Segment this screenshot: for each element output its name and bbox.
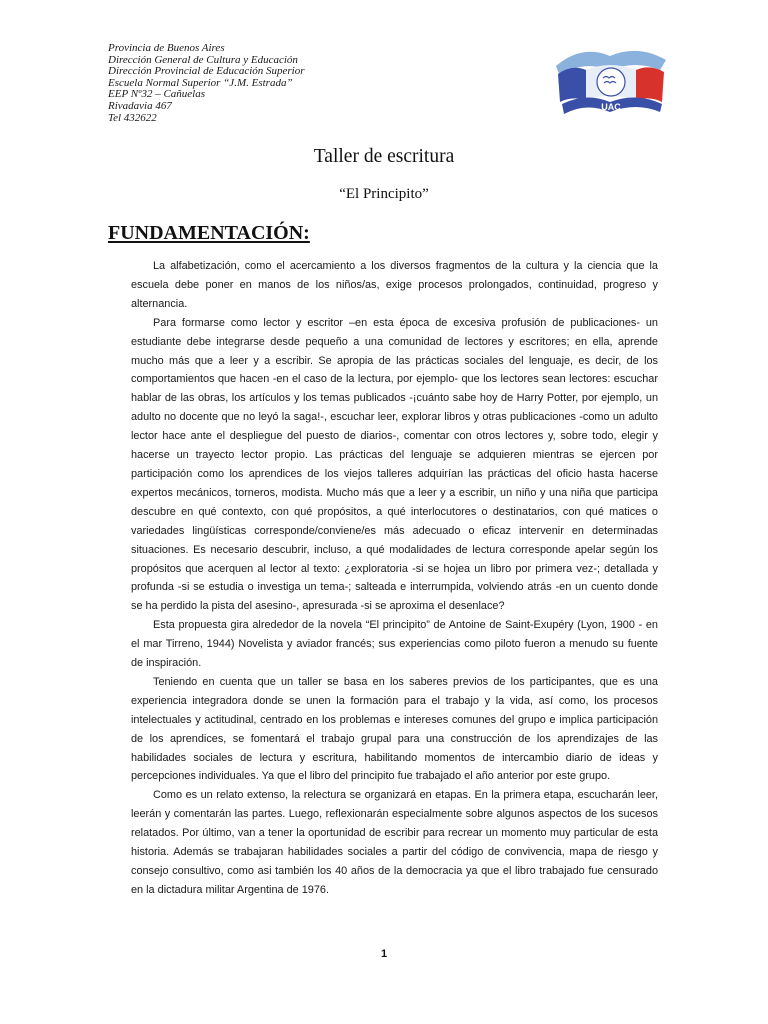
paragraph: La alfabetización, como el acercamiento a los diversos fragmentos de la cultura y la ciencia que la escuela debe poner en manos de los niños/as, exige procesos prolongados, continuidad, progreso y alternancia. [131, 260, 658, 310]
letterhead-line: Rivadavia 467 [108, 99, 172, 112]
paragraph: Para formarse como lector y escritor –en esta época de excesiva profusión de publicaciones- un estudiante debe integrarse desde pequeño a una comunidad de lectores y escritores; en ella, aprende mucho más que a leer y a escribir. Se apropia de las prácticas sociales del lenguaje, es decir, de los comportamientos que hacen -en el caso de la lectura, por ejemplo- que los lectores sean lectores: escuchar hablar de las obras, los artículos y los temas publicados -¡cuánto sabe hoy de Harry Potter, por ejemplo, un adulto no docente que no leyó la saga!-, escuchar leer, explorar libros y otras publicaciones -como un adulto lector hace ante el despliegue del puesto de diarios-, comentar con otros lectores y, sobre todo, elegir y hacerse un trayecto lector propio. Las prácticas del lenguaje se adquieren mientras se ejercen por participación como los aprendices de los viejos talleres adquirían las prácticas del oficio hasta hacerse expertos mecánicos, torneros, modista. Mucho más que a leer y a escribir, un niño y una niña que participa descubre en qué contexto, con qué propósitos, a qué interlocutores o destinatarios, con qué matices o variedades lingüísticas corresponde/conviene/es más adecuado o eficaz intervenir en determinadas situaciones. Es necesario descubrir, incluso, a qué modalidades de lectura corresponde apelar según los propósitos que acerquen al lector al texto: ¿exploratoria -si se hojea un libro por primera vez-; detallada y profunda -si se estudia o investiga un tema-; salteada e interrumpida, volviendo atrás -en un cuento donde se ha perdido la pista del asesino-, apresurada -si se aproxima el desenlace? [131, 316, 658, 613]
letterhead-line: Escuela Normal Superior “J.M. Estrada” [108, 76, 293, 89]
logo-text: UAC [601, 102, 621, 112]
school-logo [552, 30, 670, 120]
logo-flag-left [558, 68, 586, 102]
document-subtitle: “El Principito” [339, 186, 429, 202]
letterhead-line: Dirección Provincial de Educación Superior [108, 65, 305, 78]
letterhead-line: EEP Nº32 – Cañuelas [108, 88, 206, 101]
document-title: Taller de escritura [313, 146, 455, 167]
paragraph: Esta propuesta gira alrededor de la novela “El principito” de Antoine de Saint-Exupéry (Lyon, 1900 - en el mar Tirreno, 1944) Novelista y aviador francés; sus experiencias como piloto fueron a menudo su fuente de inspiración. [131, 619, 658, 670]
section-heading: FUNDAMENTACIÓN: [108, 222, 310, 244]
letterhead-line: Dirección General de Cultura y Educación [108, 53, 298, 66]
letterhead [108, 43, 528, 124]
logo-flag-right [636, 67, 664, 102]
letterhead-line: Tel 432622 [108, 111, 157, 124]
body-text [131, 257, 658, 900]
paragraph: Como es un relato extenso, la relectura se organizará en etapas. En la primera etapa, escucharán leer, leerán y comentarán las partes. Luego, reflexionarán especialmente sobre algunos aspectos de los sucesos relatados. Por último, van a tener la oportunidad de escribir para recrear un momento muy particular de esta historia. Además se trabajaran habilidades sociales a partir del código de convivencia, mapa de riesgo y consejo consultivo, como asi también los 40 años de la democracia ya que el libro trabajado fue censurado en la dictadura militar Argentina de 1976. [131, 789, 658, 896]
paragraph: Teniendo en cuenta que un taller se basa en los saberes previos de los participantes, que es una experiencia integradora donde se unen la formación para el trabajo y la vida, así como, los procesos intelectuales y actitudinal, centrado en los problemas e intereses comunes del grupo e implica participación de los aprendices, se fomentará el trabajo grupal para una construcción de los aprendizajes de las habilidades sociales de lectura y escritura, habilitando momentos de intercambio diario de ideas y percepciones individuales. Ya que el libro del principito fue trabajado el año anterior por este grupo. [131, 675, 658, 783]
letterhead-line: Provincia de Buenos Aires [108, 42, 225, 54]
page-number: 1 [380, 948, 388, 960]
